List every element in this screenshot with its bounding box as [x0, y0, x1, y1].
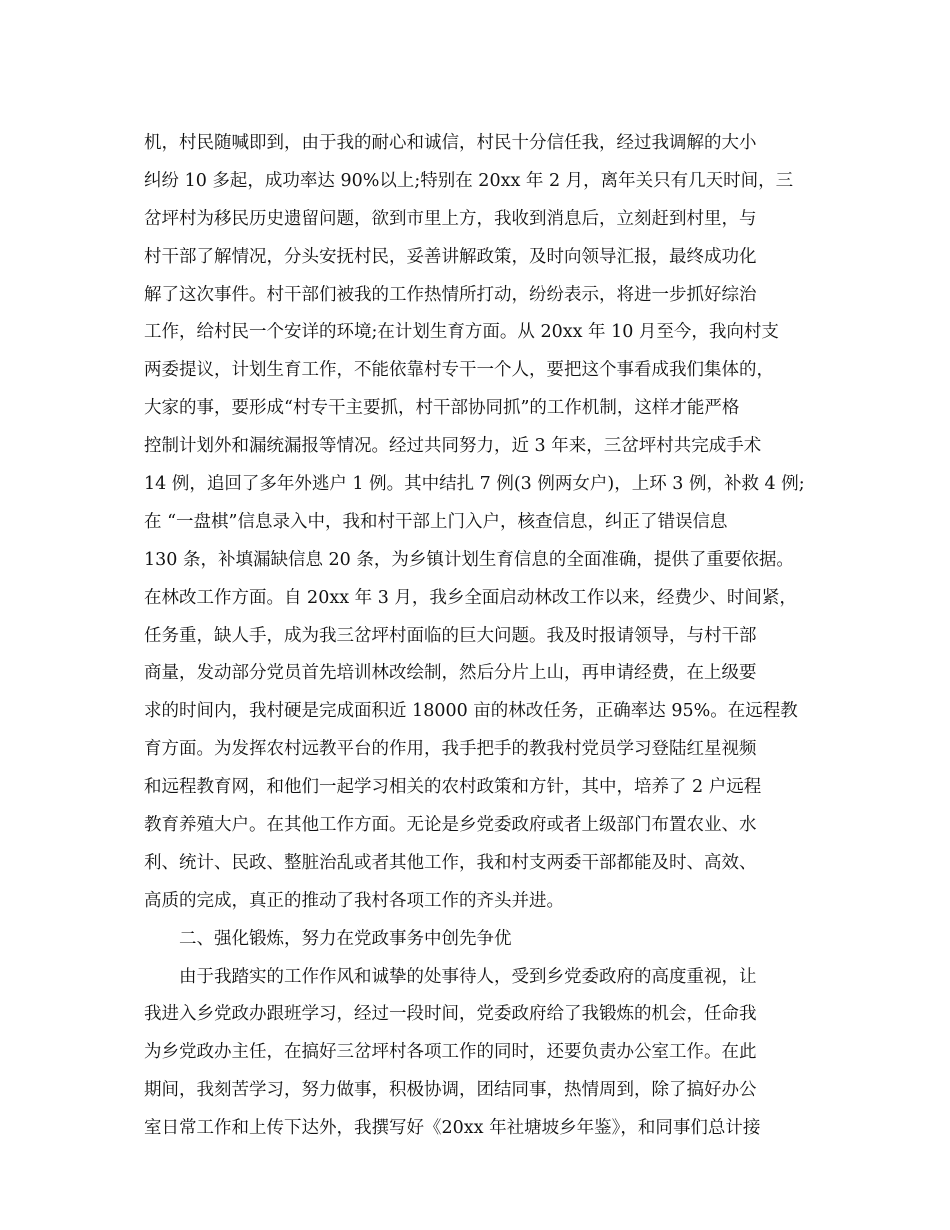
text-line: 工作，给村民一个安详的环境;在计划生育方面。从 20xx 年 10 月至今，我向村支: [144, 322, 779, 343]
text-line: 在林改工作方面。自 20xx 年 3 月，我乡全面启动林改工作以来，经费少、时间紧，: [144, 587, 797, 608]
text-line: 14 例，追回了多年外逃户 1 例。其中结扎 7 例(3 例两女户)，上环 3 例，补救 4 例;: [144, 474, 805, 495]
text-line: 岔坪村为移民历史遗留问题，欲到市里上方，我收到消息后，立刻赶到村里，与: [144, 208, 757, 229]
text-line: 高质的完成，真正的推动了我村各项工作的齐头并进。: [144, 890, 564, 911]
text-line: 教育养殖大户。在其他工作方面。无论是乡党委政府或者上级部门布置农业、水: [144, 815, 757, 836]
text-line: 130 条，补填漏缺信息 20 条，为乡镇计划生育信息的全面准确，提供了重要依据。: [144, 549, 794, 570]
text-line: 控制计划外和漏统漏报等情况。经过共同努力，近 3 年来，三岔坪村共完成手术: [144, 436, 762, 457]
body-text: [144, 125, 816, 1148]
text-line: 村干部了解情况，分头安抚村民，妥善讲解政策，及时向领导汇报，最终成功化: [144, 246, 757, 267]
text-line: 机，村民随喊即到，由于我的耐心和诚信，村民十分信任我，经过我调解的大小: [144, 133, 757, 153]
text-line: 解了这次事件。村干部们被我的工作热情所打动，纷纷表示，将进一步抓好综治: [144, 284, 757, 305]
text-line: 纠纷 10 多起，成功率达 90%以上;特别在 20xx 年 2 月，离年关只有几天时间，三: [144, 170, 794, 191]
text-line: 商量，发动部分党员首先培训林改绘制，然后分片上山，再申请经费，在上级要: [144, 663, 757, 684]
text-line: 我进入乡党政办跟班学习，经过一段时间，党委政府给了我锻炼的机会，任命我: [144, 1004, 757, 1025]
text-line: 利、统计、民政、整脏治乱或者其他工作，我和村支两委干部都能及时、高效、: [144, 852, 757, 873]
text-line: 室日常工作和上传下达外，我撰写好《20xx 年社塘坡乡年鉴》，和同事们总计接: [144, 1118, 761, 1139]
text-line: 在 “一盘棋”信息录入中，我和村干部上门入户，核查信息，纠正了错误信息: [144, 511, 728, 532]
text-line: 为乡党政办主任，在搞好三岔坪村各项工作的同时，还要负责办公室工作。在此: [144, 1042, 757, 1063]
text-line: 求的时间内，我村硬是完成面积近 18000 亩的林改任务，正确率达 95%。在远程教: [144, 701, 798, 722]
text-line: 育方面。为发挥农村远教平台的作用，我手把手的教我村党员学习登陆红星视频: [144, 739, 757, 760]
text-line: 两委提议，计划生育工作，不能依靠村专干一个人，要把这个事看成我们集体的，: [144, 360, 774, 381]
section-heading: 二、强化锻炼，努力在党政事务中创先争优: [179, 928, 512, 949]
text-line: 任务重，缺人手，成为我三岔坪村面临的巨大问题。我及时报请领导，与村干部: [144, 625, 757, 646]
text-line: 期间，我刻苦学习，努力做事，积极协调，团结同事，热情周到，除了搞好办公: [144, 1080, 757, 1101]
text-line: 大家的事，要形成“村专干主要抓，村干部协同抓”的工作机制，这样才能严格: [144, 398, 740, 419]
text-line: 和远程教育网，和他们一起学习相关的农村政策和方针，其中，培养了 2 户远程: [144, 777, 762, 798]
text-line: 由于我踏实的工作作风和诚挚的处事待人，受到乡党委政府的高度重视，让: [179, 966, 757, 987]
